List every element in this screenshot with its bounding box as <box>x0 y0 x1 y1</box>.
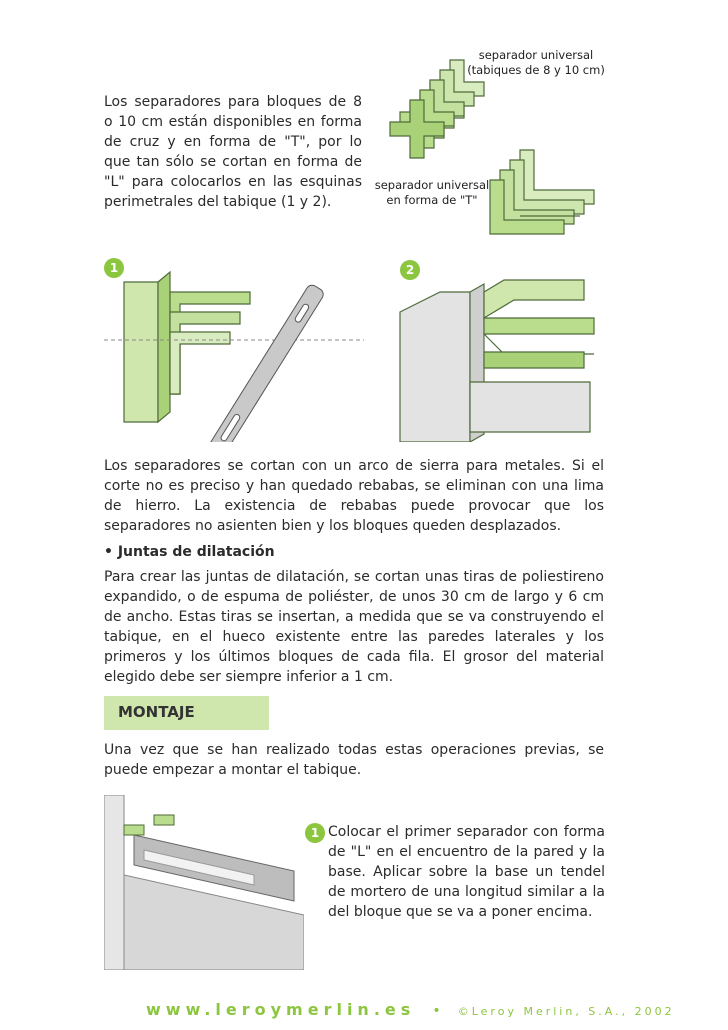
joints-paragraph: Para crear las juntas de dilatación, se cortan unas tiras de poliestireno expandido, o de espuma de poliéster, de unos 30 cm de largo y 6 cm de ancho. Estas tiras se insertan, a medida que se va construyendo el tabique, en el hueco existente entre las paredes laterales y los primeros y los últimos bloques de cada fila. El grosor del material elegido debe ser siempre inferior a 1 cm. <box>104 569 604 685</box>
wall-base-figure <box>104 795 304 970</box>
joints-bullet: • <box>104 544 113 560</box>
intro-paragraph: Los separadores para bloques de 8 o 10 cm están disponibles en forma de cruz y en forma de "T", por lo que tan sólo se cortan en forma de "L" para colocarlos en las esquinas perimetrales del tabique (1 y 2). <box>104 94 362 210</box>
step-1-text: Colocar el primer separador con forma de "L" en el encuentro de la pared y la base. Aplicar sobre la base un tendel de mortero de una longitud similar a la del bloque que se va a poner encima. <box>328 824 605 920</box>
montaje-paragraph: Una vez que se han realizado todas estas operaciones previas, se puede empezar a montar el tabique. <box>104 742 604 778</box>
joints-heading-text: Juntas de dilatación <box>117 544 275 560</box>
cutting-paragraph: Los separadores se cortan con un arco de sierra para metales. Si el corte no es preciso y han quedado rebabas, se eliminan con una lima de hierro. La existencia de rebabas puede provocar que los separadores no asienten bien y los bloques queden desplazados. <box>104 458 604 534</box>
cross-separator-caption-line2: (tabiques de 8 y 10 cm) <box>467 63 605 77</box>
cross-separator-caption-line1: separador universal <box>478 48 594 62</box>
figure-badge-1: 1 <box>104 258 124 278</box>
montaje-title: MONTAJE <box>118 703 195 721</box>
wall-base-illustration <box>104 795 304 970</box>
step-1-badge: 1 <box>305 823 325 843</box>
separator-types-figure <box>370 40 620 240</box>
footer-url[interactable]: www.leroymerlin.es <box>146 1000 416 1019</box>
cross-separator-caption <box>456 48 616 78</box>
t-separator-caption-line2: en forma de "T" <box>386 193 478 207</box>
footer-copyright: ©Leroy Merlin, S.A., 2002 <box>457 1005 675 1018</box>
t-separator-caption-line1: separador universal <box>374 178 490 192</box>
corner-separator-illustration <box>395 252 605 442</box>
joints-heading <box>104 544 275 560</box>
corner-figure <box>395 252 605 442</box>
t-separator-caption <box>374 178 490 208</box>
footer <box>146 1000 675 1019</box>
montaje-section-header <box>104 696 269 730</box>
footer-separator: • <box>432 1003 441 1019</box>
figure-badge-2: 2 <box>400 260 420 280</box>
cutting-figure <box>104 252 364 442</box>
saw-cutting-illustration <box>104 252 364 442</box>
